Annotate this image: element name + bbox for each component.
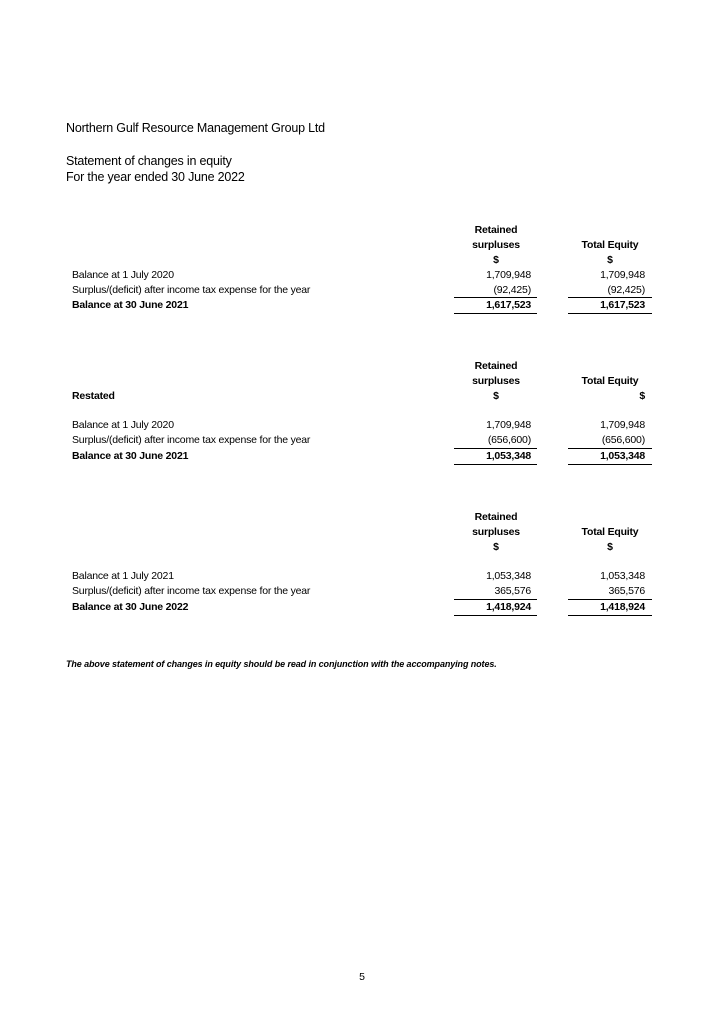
table-row: [0, 434, 724, 449]
row-label: Balance at 30 June 2021: [72, 299, 189, 311]
table-row: [0, 570, 724, 585]
retained-header-line1: Retained: [474, 511, 518, 523]
subtotal-rule: [454, 297, 537, 298]
total-equity-header: Total Equity: [581, 239, 639, 251]
retained-value: 1,053,348: [486, 450, 531, 462]
table-row-total: [0, 299, 724, 314]
retained-header-line2: surpluses: [472, 375, 520, 387]
retained-value: 1,418,924: [486, 601, 531, 613]
subtotal-rule: [568, 297, 652, 298]
table-row-total: [0, 450, 724, 465]
statement-title: Statement of changes in equity: [66, 154, 232, 168]
total-rule: [568, 464, 652, 465]
total-currency: $: [607, 541, 613, 553]
subtotal-rule: [454, 448, 537, 449]
subtotal-rule: [568, 448, 652, 449]
statement-period: For the year ended 30 June 2022: [66, 170, 245, 184]
retained-header-line2: surpluses: [472, 526, 520, 538]
total-rule: [568, 313, 652, 314]
retained-header-line1: Retained: [474, 224, 518, 236]
total-value: 1,053,348: [600, 570, 645, 582]
table-row: [0, 419, 724, 434]
total-value: 1,709,948: [600, 419, 645, 431]
row-label: Surplus/(deficit) after income tax expense for the year: [72, 284, 311, 296]
statement-footnote: The above statement of changes in equity should be read in conjunction with the accompanying notes.: [66, 659, 497, 669]
retained-value: 365,576: [494, 585, 531, 597]
total-value: 1,418,924: [600, 601, 645, 613]
restated-label: Restated: [72, 390, 115, 402]
total-currency: $: [639, 390, 645, 402]
total-currency: $: [607, 254, 613, 266]
organisation-name: Northern Gulf Resource Management Group Ltd: [66, 121, 325, 135]
retained-header-line2: surpluses: [472, 239, 520, 251]
subtotal-rule: [454, 599, 537, 600]
retained-value: 1,709,948: [486, 419, 531, 431]
page-number: 5: [359, 971, 365, 983]
table-row: [0, 269, 724, 284]
retained-value: (656,600): [487, 434, 531, 446]
row-label: Balance at 1 July 2020: [72, 419, 174, 431]
total-rule: [454, 464, 537, 465]
row-label: Surplus/(deficit) after income tax expense for the year: [72, 434, 311, 446]
retained-currency: $: [493, 390, 499, 402]
retained-header-line1: Retained: [474, 360, 518, 372]
total-equity-header: Total Equity: [581, 526, 639, 538]
retained-value: 1,709,948: [486, 269, 531, 281]
row-label: Balance at 30 June 2022: [72, 601, 189, 613]
total-value: (92,425): [607, 284, 645, 296]
retained-currency: $: [493, 254, 499, 266]
total-value: (656,600): [601, 434, 645, 446]
row-label: Balance at 1 July 2021: [72, 570, 174, 582]
row-label: Balance at 1 July 2020: [72, 269, 174, 281]
total-rule: [454, 615, 537, 616]
retained-value: (92,425): [493, 284, 531, 296]
total-rule: [454, 313, 537, 314]
table-row-total: [0, 601, 724, 616]
retained-currency: $: [493, 541, 499, 553]
total-value: 1,053,348: [600, 450, 645, 462]
total-value: 1,617,523: [600, 299, 645, 311]
total-value: 1,709,948: [600, 269, 645, 281]
row-label: Balance at 30 June 2021: [72, 450, 189, 462]
retained-value: 1,053,348: [486, 570, 531, 582]
subtotal-rule: [568, 599, 652, 600]
total-rule: [568, 615, 652, 616]
row-label: Surplus/(deficit) after income tax expense for the year: [72, 585, 311, 597]
total-value: 365,576: [608, 585, 645, 597]
total-equity-header: Total Equity: [581, 375, 639, 387]
table-row: [0, 585, 724, 600]
retained-value: 1,617,523: [486, 299, 531, 311]
